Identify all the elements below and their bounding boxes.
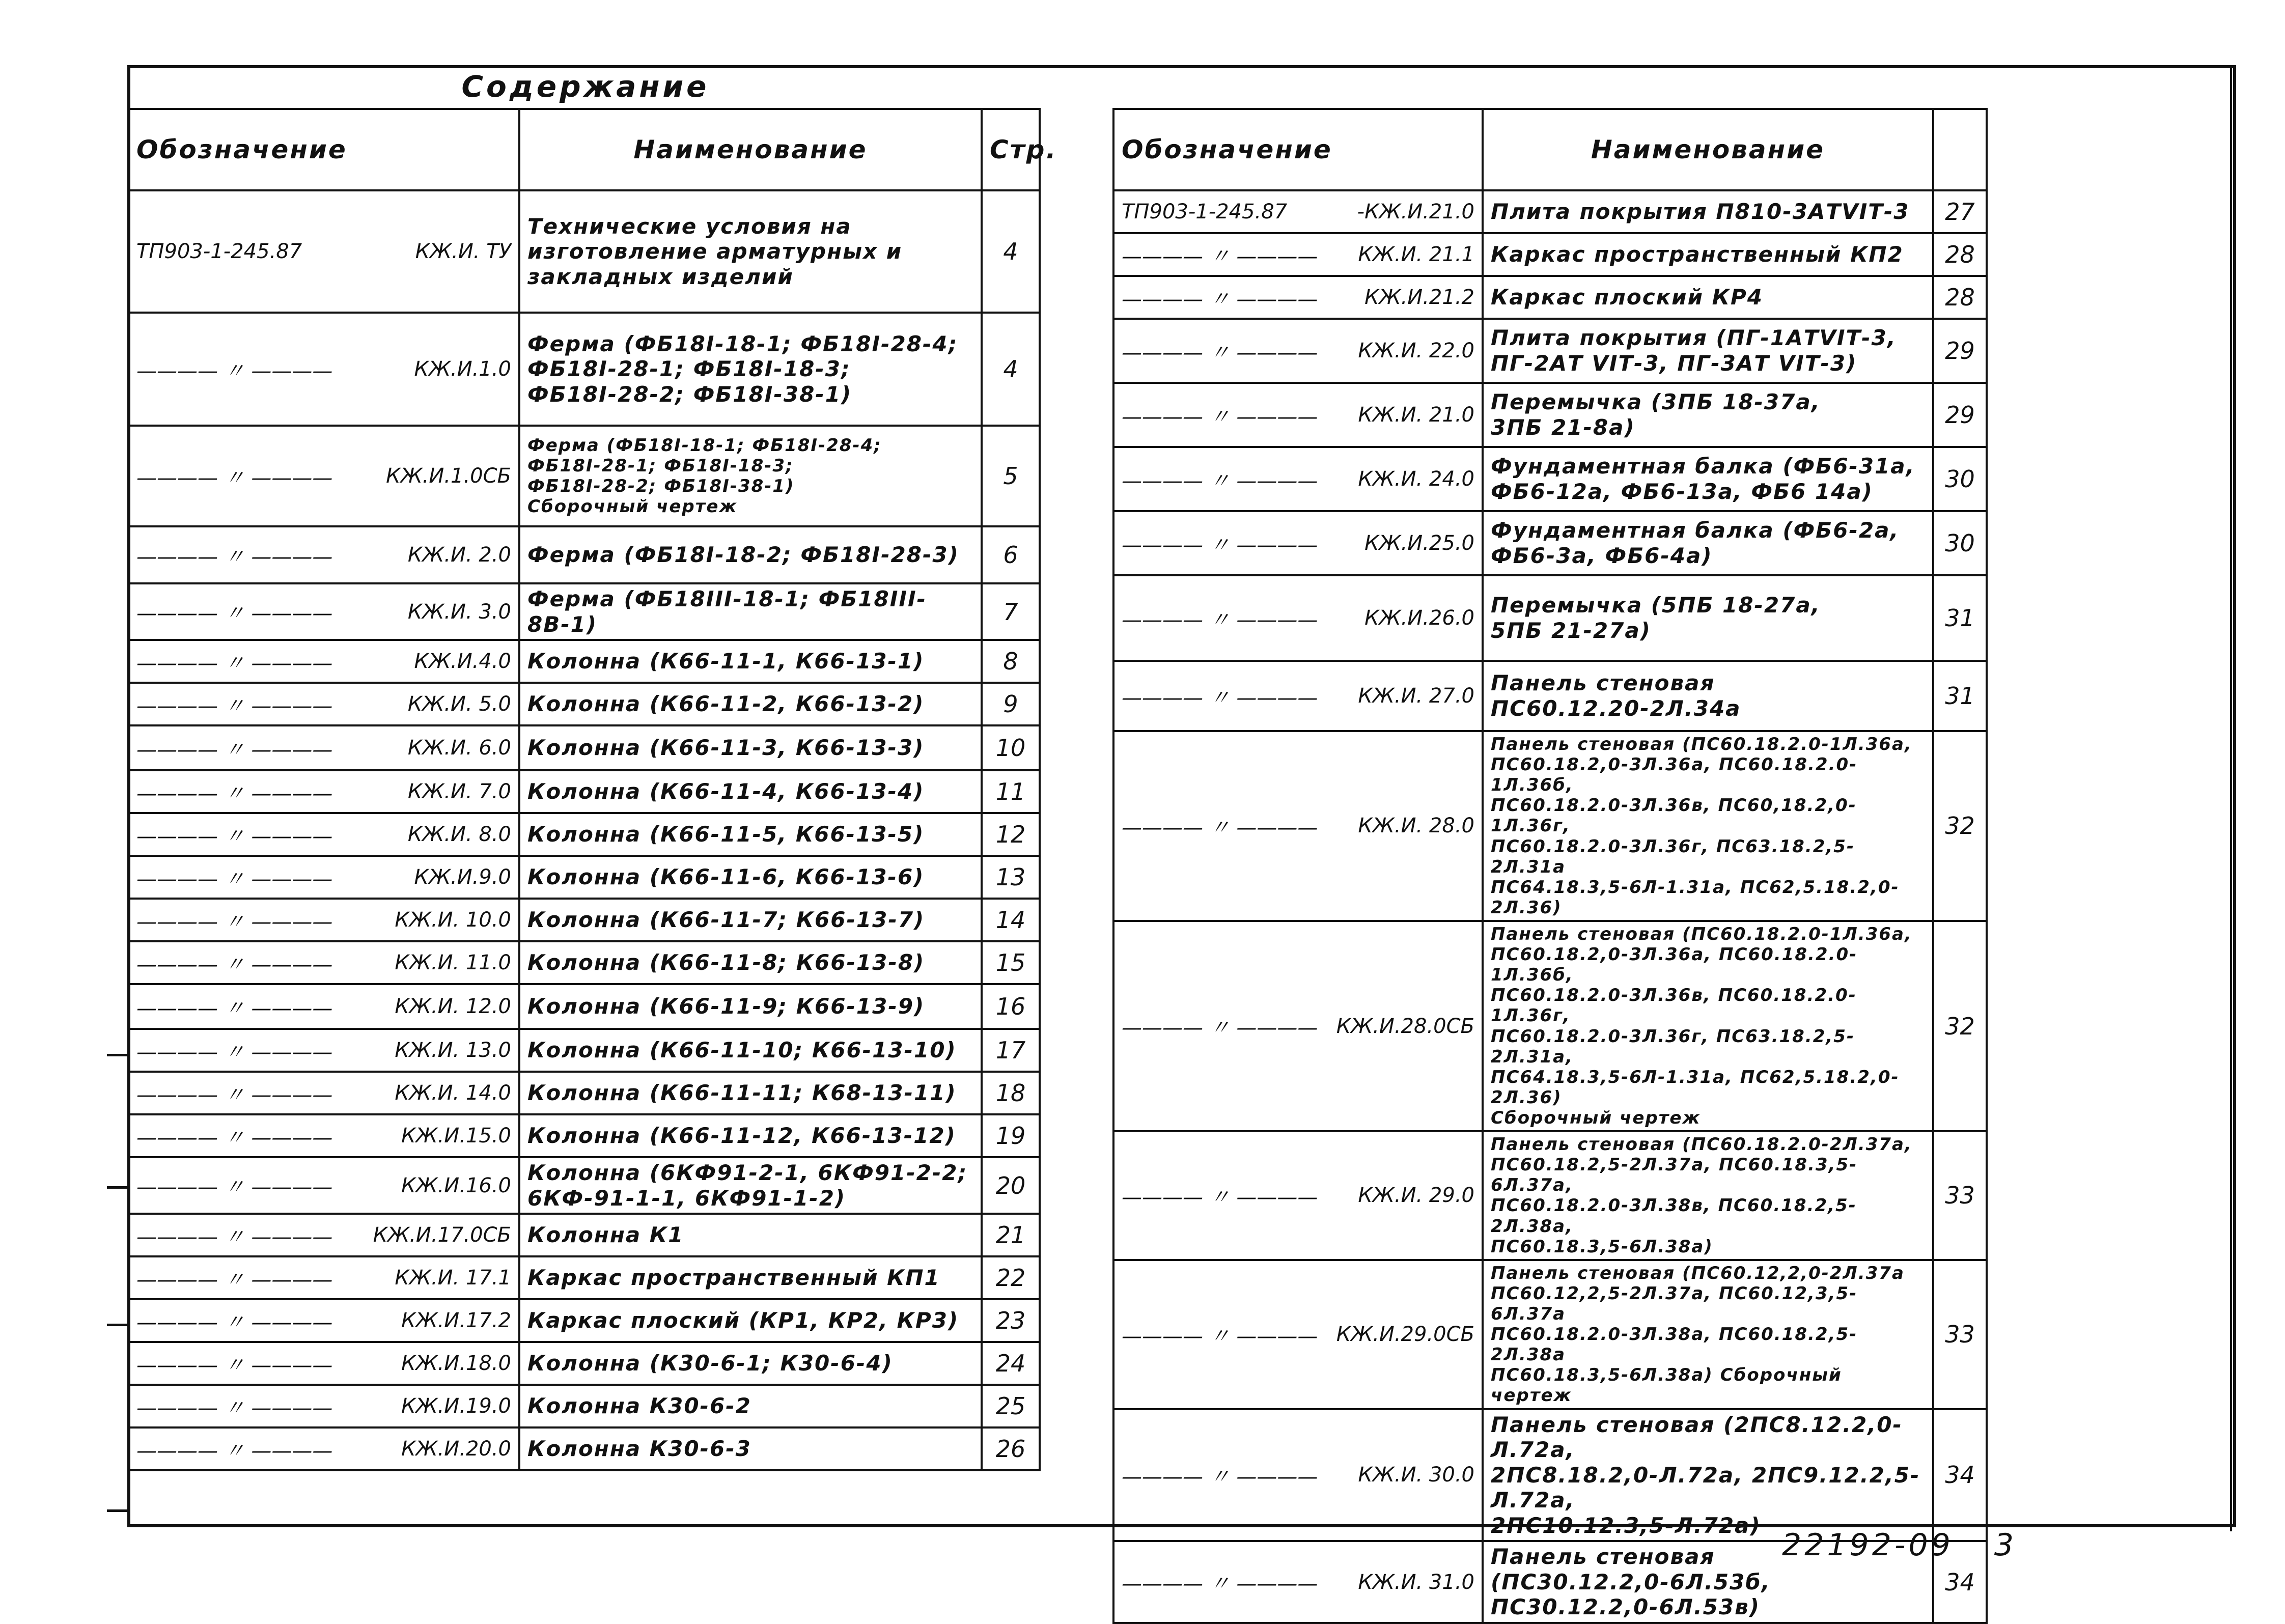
page-number-cell: 20 (982, 1157, 1040, 1214)
table-row (128, 640, 1040, 683)
designation-cell (128, 1114, 519, 1157)
page-number-cell: 7 (982, 583, 1040, 640)
table-row (1113, 190, 1987, 233)
designation-cell (1113, 190, 1483, 233)
designation-cell (128, 526, 519, 583)
item-name-cell: Панель стеновая (ПС60.18.2.0-1Л.36а, ПС60.18.2,0-3Л.36а, ПС60.18.2.0-1Л.36б, ПС60.18.2.0-3Л.36в, ПС60,18.2,0-1Л.36г, ПС60.18.2.0-3Л.36г, ПС63.18.2,5-2Л.31а ПС64.18.3,5-6Л-1.31а, ПС62,5.18.2,0-2Л.36) (1483, 731, 1933, 921)
designation-cell (128, 683, 519, 725)
item-name-cell: Каркас плоский (КР1, КР2, КР3) (519, 1299, 982, 1342)
page-number-cell: 11 (982, 770, 1040, 813)
page-number-cell: 15 (982, 941, 1040, 984)
page-number-cell: 10 (982, 725, 1040, 770)
page-number-cell: 26 (982, 1427, 1040, 1470)
item-name-cell: Перемычка (3ПБ 18-37а, 3ПБ 21-8а) (1483, 383, 1933, 447)
page-number-cell: 31 (1933, 661, 1987, 731)
designation-prefix: ———— 〃 ———— (1122, 1465, 1318, 1489)
item-name-cell: Колонна (К66-11-8; К66-13-8) (519, 941, 982, 984)
table-row (1113, 661, 1987, 731)
title-block (1782, 1527, 2017, 1563)
page-number-cell: 14 (982, 899, 1040, 941)
table-row (128, 1114, 1040, 1157)
designation-prefix: ———— 〃 ———— (1122, 405, 1318, 429)
designation-prefix: ———— 〃 ———— (1122, 244, 1318, 268)
designation-prefix: ———— 〃 ———— (1122, 1185, 1318, 1209)
page-number-cell: 27 (1933, 190, 1987, 233)
table-row (128, 941, 1040, 984)
designation-cell (128, 583, 519, 640)
designation-prefix: ———— 〃 ———— (136, 694, 333, 718)
designation-prefix: ———— 〃 ———— (1122, 1016, 1318, 1040)
designation-code: КЖ.И. 21.0 (1358, 403, 1474, 427)
sheet-number: 3 (1994, 1527, 2017, 1563)
item-name-cell: Колонна (К66-11-3, К66-13-3) (519, 725, 982, 770)
page-number-cell: 21 (982, 1214, 1040, 1256)
designation-cell (128, 899, 519, 941)
designation-cell (128, 770, 519, 813)
item-name-cell: Колонна (К30-6-1; К30-6-4) (519, 1342, 982, 1385)
designation-code: КЖ.И.19.0 (401, 1394, 511, 1418)
table-row (128, 1029, 1040, 1072)
designation-prefix: ———— 〃 ———— (136, 1396, 333, 1420)
contents-table-left (127, 108, 1057, 1471)
designation-prefix: ———— 〃 ———— (1122, 816, 1318, 839)
header-designation: Обозначение (128, 109, 519, 190)
designation-code: КЖ.И. 2.0 (407, 543, 511, 567)
designation-cell (1113, 447, 1483, 511)
designation-prefix: ———— 〃 ———— (136, 1439, 333, 1463)
page-number-cell: 28 (1933, 233, 1987, 276)
table-row (1113, 1131, 1987, 1260)
item-name-cell: Колонна (К66-11-11; К68-13-11) (519, 1072, 982, 1114)
item-name-cell: Панель стеновая (ПС60.18.2.0-2Л.37а, ПС60.18.2,5-2Л.37а, ПС60.18.3,5-6Л.37а, ПС60.18.2.0-3Л.38в, ПС60.18.2,5-2Л.38а, ПС60.18.3,5-6Л.38а) (1483, 1131, 1933, 1260)
designation-prefix: ———— 〃 ———— (136, 738, 333, 762)
page-number-cell: 29 (1933, 383, 1987, 447)
page-title: Содержание (461, 69, 710, 104)
item-name-cell: Плита покрытия П810-3АТVIТ-3 (1483, 190, 1933, 233)
designation-code: КЖ.И.20.0 (401, 1437, 511, 1461)
designation-code: КЖ.И. 22.0 (1358, 339, 1474, 362)
item-name-cell: Перемычка (5ПБ 18-27а, 5ПБ 21-27а) (1483, 575, 1933, 661)
designation-cell (128, 1256, 519, 1299)
designation-prefix: ———— 〃 ———— (136, 996, 333, 1020)
table-row (128, 1214, 1040, 1256)
table-row (128, 813, 1040, 856)
designation-cell (1113, 575, 1483, 661)
designation-cell (1113, 1260, 1483, 1409)
designation-code: КЖ.И.17.0СБ (373, 1223, 511, 1247)
table-row (128, 1427, 1040, 1470)
designation-prefix: ТП903-1-245.87 (136, 240, 302, 263)
designation-cell (128, 640, 519, 683)
designation-code: КЖ.И.26.0 (1364, 606, 1474, 630)
page-number-cell: 24 (982, 1342, 1040, 1385)
page-number-cell: 34 (1933, 1541, 1987, 1623)
designation-code: КЖ.И.4.0 (414, 650, 511, 674)
designation-code: КЖ.И.16.0 (401, 1173, 511, 1197)
table-row (128, 725, 1040, 770)
designation-cell (128, 984, 519, 1029)
designation-cell (128, 1072, 519, 1114)
item-name-cell: Колонна (К66-11-12, К66-13-12) (519, 1114, 982, 1157)
table-row (1113, 383, 1987, 447)
header-name: Наименование (519, 109, 982, 190)
item-name-cell: Фундаментная балка (ФБ6-2а, ФБ6-3а, ФБ6-4а) (1483, 511, 1933, 575)
table-row (1113, 575, 1987, 661)
table-header-row (1113, 109, 1987, 190)
item-name-cell: Каркас плоский КР4 (1483, 276, 1933, 319)
designation-code: КЖ.И.29.0СБ (1336, 1323, 1474, 1347)
item-name-cell: Колонна (6КФ91-2-1, 6КФ91-2-2; 6КФ-91-1-1, 6КФ91-1-2) (519, 1157, 982, 1214)
designation-cell (1113, 511, 1483, 575)
designation-prefix: ———— 〃 ———— (136, 1353, 333, 1377)
designation-cell (128, 813, 519, 856)
item-name-cell: Колонна К1 (519, 1214, 982, 1256)
designation-code: КЖ.И. 5.0 (407, 692, 511, 716)
designation-prefix: ———— 〃 ———— (1122, 469, 1318, 493)
header-designation: Обозначение (1113, 109, 1483, 190)
item-name-cell: Панель стеновая (2ПС8.12.2,0-Л.72а, 2ПС8.18.2,0-Л.72а, 2ПС9.12.2,5-Л.72а, 2ПС10.12.3,5-Л.72а) (1483, 1409, 1933, 1542)
designation-prefix: ———— 〃 ———— (136, 867, 333, 891)
table-row (1113, 1409, 1987, 1542)
designation-code: КЖ.И. ТУ (415, 240, 511, 263)
item-name-cell: Колонна К30-6-2 (519, 1385, 982, 1427)
designation-code: КЖ.И.1.0СБ (386, 464, 511, 488)
designation-prefix: ———— 〃 ———— (136, 1083, 333, 1107)
designation-code: КЖ.И. 12.0 (395, 995, 511, 1019)
designation-cell (128, 1342, 519, 1385)
designation-cell (128, 1385, 519, 1427)
item-name-cell: Технические условия на изготовление арматурных и закладных изделий (519, 190, 982, 313)
item-name-cell: Колонна (К66-11-6, К66-13-6) (519, 856, 982, 899)
item-name-cell: Плита покрытия (ПГ-1АТVIТ-3, ПГ-2АТ VIТ-3, ПГ-3АТ VIТ-3) (1483, 319, 1933, 383)
designation-prefix: ———— 〃 ———— (136, 651, 333, 675)
table-row (128, 1342, 1040, 1385)
designation-prefix: ———— 〃 ———— (136, 545, 333, 569)
designation-code: КЖ.И.28.0СБ (1336, 1014, 1474, 1038)
table-row (1113, 276, 1987, 319)
designation-code: КЖ.И. 24.0 (1358, 467, 1474, 491)
designation-prefix: ———— 〃 ———— (136, 1268, 333, 1292)
page-number-cell: 22 (982, 1256, 1040, 1299)
header-name: Наименование (1483, 109, 1933, 190)
item-name-cell: Фундаментная балка (ФБ6-31а, ФБ6-12а, ФБ6-13а, ФБ6 14а) (1483, 447, 1933, 511)
item-name-cell: Колонна (К66-11-9; К66-13-9) (519, 984, 982, 1029)
table-row (1113, 319, 1987, 383)
table-row (1113, 731, 1987, 921)
designation-cell (1113, 731, 1483, 921)
page-number-cell: 31 (1933, 575, 1987, 661)
margin-tick (107, 1509, 129, 1512)
designation-cell (1113, 233, 1483, 276)
margin-tick (107, 1186, 129, 1189)
table-row (128, 1256, 1040, 1299)
designation-code: КЖ.И. 17.1 (395, 1266, 511, 1290)
designation-code: КЖ.И. 27.0 (1358, 684, 1474, 708)
item-name-cell: Панель стеновая (ПС30.12.2,0-6Л.53б, ПС30.12.2,0-6Л.53в) (1483, 1541, 1933, 1623)
designation-code: КЖ.И. 21.1 (1358, 243, 1474, 266)
designation-prefix: ———— 〃 ———— (136, 1040, 333, 1064)
right-edge-line (2230, 65, 2242, 1531)
item-name-cell: Колонна (К66-11-1, К66-13-1) (519, 640, 982, 683)
designation-prefix: ———— 〃 ———— (1122, 686, 1318, 710)
table-row (128, 583, 1040, 640)
page-number-cell: 8 (982, 640, 1040, 683)
designation-prefix: ———— 〃 ———— (1122, 1324, 1318, 1348)
page-number-cell: 32 (1933, 921, 1987, 1131)
table-row (1113, 921, 1987, 1131)
designation-prefix: ———— 〃 ———— (136, 602, 333, 626)
designation-cell (128, 941, 519, 984)
designation-cell (128, 725, 519, 770)
table-row (1113, 447, 1987, 511)
item-name-cell: Колонна (К66-11-4, К66-13-4) (519, 770, 982, 813)
designation-cell (1113, 1409, 1483, 1542)
page-number-cell: 5 (982, 426, 1040, 526)
designation-code: КЖ.И.9.0 (414, 865, 511, 889)
page-number-cell: 30 (1933, 447, 1987, 511)
margin-tick (107, 1054, 129, 1056)
table-row (128, 1072, 1040, 1114)
designation-prefix: ———— 〃 ———— (136, 1126, 333, 1150)
designation-code: КЖ.И. 8.0 (407, 823, 511, 847)
designation-code: КЖ.И. 28.0 (1358, 814, 1474, 838)
table-row (128, 1157, 1040, 1214)
item-name-cell: Панель стеновая ПС60.12.20-2Л.34а (1483, 661, 1933, 731)
page-number-cell: 25 (982, 1385, 1040, 1427)
item-name-cell: Колонна К30-6-3 (519, 1427, 982, 1470)
page-number-cell: 13 (982, 856, 1040, 899)
table-row (128, 1299, 1040, 1342)
table-row (128, 856, 1040, 899)
page-number-cell: 33 (1933, 1260, 1987, 1409)
page-number-cell: 19 (982, 1114, 1040, 1157)
designation-prefix: ———— 〃 ———— (1122, 341, 1318, 365)
designation-prefix: ———— 〃 ———— (136, 466, 333, 490)
designation-cell (128, 1029, 519, 1072)
designation-code: КЖ.И.25.0 (1364, 531, 1474, 555)
designation-prefix: ———— 〃 ———— (1122, 287, 1318, 311)
designation-prefix: ———— 〃 ———— (136, 1175, 333, 1199)
table-row (128, 313, 1040, 426)
table-row (128, 526, 1040, 583)
designation-code: КЖ.И. 14.0 (395, 1081, 511, 1105)
designation-cell (128, 1427, 519, 1470)
designation-prefix: ———— 〃 ———— (136, 1310, 333, 1334)
page-number-cell: 30 (1933, 511, 1987, 575)
designation-cell (128, 1157, 519, 1214)
designation-prefix: ———— 〃 ———— (136, 781, 333, 805)
designation-code: КЖ.И. 3.0 (407, 600, 511, 624)
item-name-cell: Колонна (К66-11-10; К66-13-10) (519, 1029, 982, 1072)
designation-code: КЖ.И.18.0 (401, 1352, 511, 1376)
table-row (1113, 233, 1987, 276)
designation-cell (1113, 661, 1483, 731)
table-row (128, 770, 1040, 813)
table-row (128, 899, 1040, 941)
page-number-cell: 32 (1933, 731, 1987, 921)
page-number-cell: 4 (982, 190, 1040, 313)
page-number-cell: 12 (982, 813, 1040, 856)
designation-cell (1113, 1131, 1483, 1260)
designation-code: КЖ.И. 6.0 (407, 736, 511, 760)
designation-prefix: ———— 〃 ———— (136, 953, 333, 976)
table-row (128, 1385, 1040, 1427)
page-number-cell: 17 (982, 1029, 1040, 1072)
designation-prefix: ТП903-1-245.87 (1122, 200, 1288, 223)
designation-prefix: ———— 〃 ———— (1122, 533, 1318, 557)
item-name-cell: Каркас пространственный КП1 (519, 1256, 982, 1299)
designation-code: КЖ.И.17.2 (401, 1309, 511, 1333)
item-name-cell: Каркас пространственный КП2 (1483, 233, 1933, 276)
designation-code: КЖ.И. 30.0 (1358, 1463, 1474, 1487)
designation-cell (1113, 1541, 1483, 1623)
item-name-cell: Колонна (К66-11-2, К66-13-2) (519, 683, 982, 725)
table-row (128, 683, 1040, 725)
designation-code: КЖ.И. 7.0 (407, 780, 511, 804)
page-number-cell: 29 (1933, 319, 1987, 383)
designation-prefix: ———— 〃 ———— (136, 824, 333, 848)
designation-code: КЖ.И. 11.0 (395, 951, 511, 975)
table-row (1113, 1260, 1987, 1409)
header-page (1933, 109, 1987, 190)
item-name-cell: Панель стеновая (ПС60.18.2.0-1Л.36а, ПС60.18.2,0-3Л.36а, ПС60.18.2.0-1Л.36б, ПС60.18.2.0-3Л.36в, ПС60.18.2.0-1Л.36г, ПС60.18.2.0-3Л.36г, ПС63.18.2,5-2Л.31а, ПС64.18.3,5-6Л-1.31а, ПС62,5.18.2,0-2Л.36) Сборочный чертеж (1483, 921, 1933, 1131)
designation-code: КЖ.И. 29.0 (1358, 1184, 1474, 1208)
designation-cell (128, 856, 519, 899)
page-number-cell: 34 (1933, 1409, 1987, 1542)
item-name-cell: Ферма (ФБ18I-18-2; ФБ18I-28-3) (519, 526, 982, 583)
item-name-cell: Панель стеновая (ПС60.12,2,0-2Л.37а ПС60.12,2,5-2Л.37а, ПС60.12,3,5-6Л.37а ПС60.18.2.0-3Л.38а, ПС60.18.2,5-2Л.38а ПС60.18.3,5-6Л.38а) Сборочный чертеж (1483, 1260, 1933, 1409)
item-name-cell: Ферма (ФБ18I-18-1; ФБ18I-28-4; ФБ18I-28-1; ФБ18I-18-3; ФБ18I-28-2; ФБ18I-38-1) (519, 313, 982, 426)
page-number-cell: 28 (1933, 276, 1987, 319)
designation-code: КЖ.И.1.0 (414, 357, 511, 381)
header-page: Стр. (982, 109, 1040, 190)
item-name-cell: Ферма (ФБ18III-18-1; ФБ18III-8В-1) (519, 583, 982, 640)
designation-prefix: ———— 〃 ———— (1122, 1572, 1318, 1596)
designation-cell (128, 1214, 519, 1256)
designation-prefix: ———— 〃 ———— (136, 359, 333, 383)
designation-code: КЖ.И.21.2 (1364, 286, 1474, 309)
designation-cell (128, 190, 519, 313)
designation-code: -КЖ.И.21.0 (1357, 200, 1474, 223)
item-name-cell: Колонна (К66-11-7; К66-13-7) (519, 899, 982, 941)
designation-code: КЖ.И. 13.0 (395, 1039, 511, 1062)
item-name-cell: Ферма (ФБ18I-18-1; ФБ18I-28-4; ФБ18I-28-1; ФБ18I-18-3; ФБ18I-28-2; ФБ18I-38-1) Сборочный чертеж (519, 426, 982, 526)
item-name-cell: Колонна (К66-11-5, К66-13-5) (519, 813, 982, 856)
page-number-cell: 6 (982, 526, 1040, 583)
designation-cell (1113, 921, 1483, 1131)
table-row (128, 984, 1040, 1029)
table-row (128, 190, 1040, 313)
table-row (128, 426, 1040, 526)
designation-cell (128, 426, 519, 526)
designation-code: КЖ.И. 10.0 (395, 908, 511, 932)
designation-cell (1113, 383, 1483, 447)
contents-table-right (1112, 108, 1988, 1624)
designation-cell (1113, 276, 1483, 319)
designation-cell (128, 1299, 519, 1342)
designation-prefix: ———— 〃 ———— (136, 910, 333, 934)
designation-cell (128, 313, 519, 426)
table-header-row (128, 109, 1040, 190)
page-number-cell: 33 (1933, 1131, 1987, 1260)
page-number-cell: 18 (982, 1072, 1040, 1114)
margin-tick (107, 1324, 129, 1326)
designation-code: КЖ.И.15.0 (401, 1124, 511, 1148)
designation-prefix: ———— 〃 ———— (136, 1225, 333, 1249)
designation-cell (1113, 319, 1483, 383)
designation-prefix: ———— 〃 ———— (1122, 608, 1318, 632)
document-number: 22192-09 (1782, 1527, 1954, 1563)
page-number-cell: 23 (982, 1299, 1040, 1342)
page-number-cell: 4 (982, 313, 1040, 426)
page-number-cell: 16 (982, 984, 1040, 1029)
table-row (1113, 511, 1987, 575)
page-number-cell: 9 (982, 683, 1040, 725)
designation-code: КЖ.И. 31.0 (1358, 1570, 1474, 1594)
